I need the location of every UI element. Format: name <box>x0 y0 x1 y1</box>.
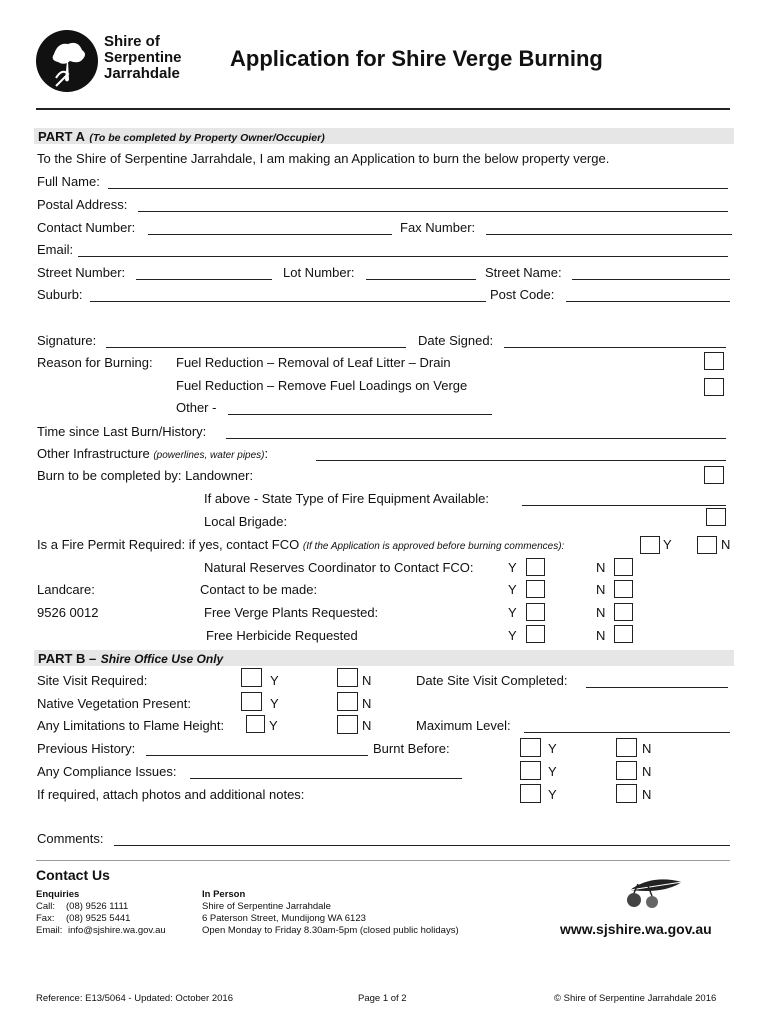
burnt-before-no-checkbox[interactable] <box>616 738 637 757</box>
free-plants-yes-checkbox[interactable] <box>526 603 545 621</box>
burnt-before-yes-label: Y <box>548 741 557 756</box>
logo-line1: Shire of <box>104 33 160 50</box>
reason-fuel-loadings: Fuel Reduction – Remove Fuel Loadings on Verge <box>176 378 468 393</box>
street-name-label: Street Name: <box>485 265 562 280</box>
postal-address-label: Postal Address: <box>37 197 128 212</box>
post-code-field[interactable] <box>566 289 730 302</box>
time-since-field[interactable] <box>226 426 726 439</box>
date-signed-field[interactable] <box>504 335 726 348</box>
previous-history-label: Previous History: <box>37 741 136 756</box>
reason-other-label: Other - <box>176 400 217 415</box>
free-herbicide-no-checkbox[interactable] <box>614 625 633 643</box>
time-since-label: Time since Last Burn/History: <box>37 424 207 439</box>
local-brigade-checkbox[interactable] <box>706 508 726 526</box>
nrc-yes-label: Y <box>508 560 517 575</box>
suburb-field[interactable] <box>90 289 486 302</box>
fax-number: (08) 9525 5441 <box>66 913 131 924</box>
reference-text: Reference: E13/5064 - Updated: October 2016 <box>36 993 233 1004</box>
attach-label: If required, attach photos and additional notes: <box>37 787 305 802</box>
nrc-no-label: N <box>596 560 606 575</box>
reason-other-field[interactable] <box>228 402 492 415</box>
local-brigade-label: Local Brigade: <box>204 514 288 529</box>
nrc-no-checkbox[interactable] <box>614 558 633 576</box>
site-visit-yes-checkbox[interactable] <box>241 668 262 687</box>
flame-height-no-checkbox[interactable] <box>337 715 358 734</box>
permit-yes-label: Y <box>663 537 672 552</box>
landcare-phone: 9526 0012 <box>37 605 99 620</box>
permit-question-text: Is a Fire Permit Required: if yes, contact FCO <box>37 537 300 552</box>
address-line2: 6 Paterson Street, Mundijong WA 6123 <box>202 913 366 924</box>
max-level-label: Maximum Level: <box>416 718 511 733</box>
free-herbicide-label: Free Herbicide Requested <box>206 628 358 643</box>
contact-made-no-checkbox[interactable] <box>614 580 633 598</box>
free-plants-yes-label: Y <box>508 605 517 620</box>
site-visit-no-label: N <box>362 673 372 688</box>
contact-made-yes-label: Y <box>508 582 517 597</box>
free-plants-label: Free Verge Plants Requested: <box>204 605 379 620</box>
other-infra-text: Other Infrastructure <box>37 446 150 461</box>
burnt-before-yes-checkbox[interactable] <box>520 738 541 757</box>
contact-made-yes-checkbox[interactable] <box>526 580 545 598</box>
full-name-label: Full Name: <box>37 174 100 189</box>
permit-no-checkbox[interactable] <box>697 536 717 554</box>
copyright-text: © Shire of Serpentine Jarrahdale 2016 <box>554 993 717 1004</box>
native-veg-yes-checkbox[interactable] <box>241 692 262 711</box>
part-a-note: (To be completed by Property Owner/Occupier) <box>89 132 325 144</box>
burnt-before-label: Burnt Before: <box>373 741 450 756</box>
part-b-note: Shire Office Use Only <box>100 652 224 666</box>
burnt-before-no-label: N <box>642 741 652 756</box>
in-person-heading: In Person <box>202 889 246 900</box>
tree-logo-icon <box>34 28 100 94</box>
contact-made-label: Contact to be made: <box>200 582 318 597</box>
street-number-field[interactable] <box>136 267 272 280</box>
free-plants-no-checkbox[interactable] <box>614 603 633 621</box>
full-name-field[interactable] <box>108 176 728 189</box>
flame-height-yes-checkbox[interactable] <box>246 715 265 733</box>
street-number-label: Street Number: <box>37 265 126 280</box>
header-rule <box>36 108 730 110</box>
site-visit-no-checkbox[interactable] <box>337 668 358 687</box>
reason-leaf-litter: Fuel Reduction – Removal of Leaf Litter – Drain <box>176 355 451 370</box>
reason-fuel-loadings-checkbox[interactable] <box>704 378 724 396</box>
date-site-visit-field[interactable] <box>586 675 728 688</box>
gumnut-leaf-icon <box>612 870 692 916</box>
comments-field[interactable] <box>114 833 730 846</box>
contact-heading: Contact Us <box>36 867 110 883</box>
lot-number-field[interactable] <box>366 267 476 280</box>
attach-yes-checkbox[interactable] <box>520 784 541 803</box>
native-veg-no-checkbox[interactable] <box>337 692 358 711</box>
compliance-yes-label: Y <box>548 764 557 779</box>
post-code-label: Post Code: <box>490 287 555 302</box>
compliance-label: Any Compliance Issues: <box>37 764 177 779</box>
permit-note: (If the Application is approved before burning commences): <box>302 541 565 552</box>
reason-leaf-litter-checkbox[interactable] <box>704 352 724 370</box>
compliance-no-label: N <box>642 764 652 779</box>
other-infra-field[interactable] <box>316 448 726 461</box>
logo-line3: Jarrahdale <box>104 65 180 82</box>
email-contact-label: Email: <box>36 925 63 936</box>
fax-number-field[interactable] <box>486 222 732 235</box>
compliance-no-checkbox[interactable] <box>616 761 637 780</box>
permit-question <box>37 537 564 555</box>
part-b-title: PART B – <box>38 651 97 666</box>
flame-height-label: Any Limitations to Flame Height: <box>37 718 225 733</box>
website-link[interactable]: www.sjshire.wa.gov.au <box>560 921 712 937</box>
signature-label: Signature: <box>37 333 97 348</box>
nrc-yes-checkbox[interactable] <box>526 558 545 576</box>
other-infra-note: (powerlines, water pipes) <box>153 450 265 461</box>
fax-label: Fax: <box>36 913 55 924</box>
comments-divider <box>36 860 730 861</box>
page-number: Page 1 of 2 <box>358 993 407 1004</box>
date-signed-label: Date Signed: <box>418 333 494 348</box>
lot-number-label: Lot Number: <box>283 265 355 280</box>
permit-no-label: N <box>721 537 731 552</box>
page-title: Application for Shire Verge Burning <box>230 46 603 71</box>
call-number: (08) 9526 1111 <box>66 901 129 912</box>
signature-field[interactable] <box>106 335 406 348</box>
free-herbicide-yes-label: Y <box>508 628 517 643</box>
part-a-header <box>34 128 734 144</box>
attach-yes-label: Y <box>548 787 557 802</box>
free-herbicide-yes-checkbox[interactable] <box>526 625 545 643</box>
native-veg-label: Native Vegetation Present: <box>37 696 191 711</box>
shire-logo <box>34 28 204 94</box>
site-visit-label: Site Visit Required: <box>37 673 148 688</box>
email-link[interactable]: info@sjshire.wa.gov.au <box>68 925 166 936</box>
email-label: Email: <box>37 242 74 257</box>
attach-no-label: N <box>642 787 652 802</box>
date-site-visit-label: Date Site Visit Completed: <box>416 673 568 688</box>
flame-height-yes-label: Y <box>269 718 278 733</box>
burn-by-label: Burn to be completed by: Landowner: <box>37 468 254 483</box>
attach-no-checkbox[interactable] <box>616 784 637 803</box>
free-plants-no-label: N <box>596 605 606 620</box>
street-name-field[interactable] <box>572 267 730 280</box>
native-veg-yes-label: Y <box>270 696 279 711</box>
other-infra-label: Other Infrastructure (powerlines, water pipes): <box>37 446 269 461</box>
fax-number-label: Fax Number: <box>400 220 476 235</box>
compliance-yes-checkbox[interactable] <box>520 761 541 780</box>
permit-yes-checkbox[interactable] <box>640 536 660 554</box>
landowner-checkbox[interactable] <box>704 466 724 484</box>
compliance-field[interactable] <box>190 766 462 779</box>
site-visit-yes-label: Y <box>270 673 279 688</box>
nrc-label: Natural Reserves Coordinator to Contact FCO: <box>204 560 474 575</box>
intro-text: To the Shire of Serpentine Jarrahdale, I am making an Application to burn the below property verge. <box>37 151 610 166</box>
flame-height-no-label: N <box>362 718 372 733</box>
suburb-label: Suburb: <box>37 287 83 302</box>
free-herbicide-no-label: N <box>596 628 606 643</box>
postal-address-field[interactable] <box>138 199 728 212</box>
fire-equipment-field[interactable] <box>522 493 726 506</box>
previous-history-field[interactable] <box>146 743 368 756</box>
fire-equipment-label: If above - State Type of Fire Equipment Available: <box>204 491 489 506</box>
native-veg-no-label: N <box>362 696 372 711</box>
max-level-field[interactable] <box>524 720 730 733</box>
logo-line2: Serpentine <box>104 49 182 66</box>
address-line1: Shire of Serpentine Jarrahdale <box>202 901 331 912</box>
call-label: Call: <box>36 901 56 912</box>
comments-label: Comments: <box>37 831 104 846</box>
address-line3: Open Monday to Friday 8.30am-5pm (closed public holidays) <box>202 925 459 936</box>
contact-number-field[interactable] <box>148 222 392 235</box>
part-a-title: PART A <box>38 129 85 144</box>
enquiries-heading: Enquiries <box>36 889 80 900</box>
part-b-header <box>34 650 734 666</box>
email-field[interactable] <box>78 244 728 257</box>
contact-number-label: Contact Number: <box>37 220 136 235</box>
landcare-label: Landcare: <box>37 582 95 597</box>
reason-label: Reason for Burning: <box>37 355 153 370</box>
contact-made-no-label: N <box>596 582 606 597</box>
